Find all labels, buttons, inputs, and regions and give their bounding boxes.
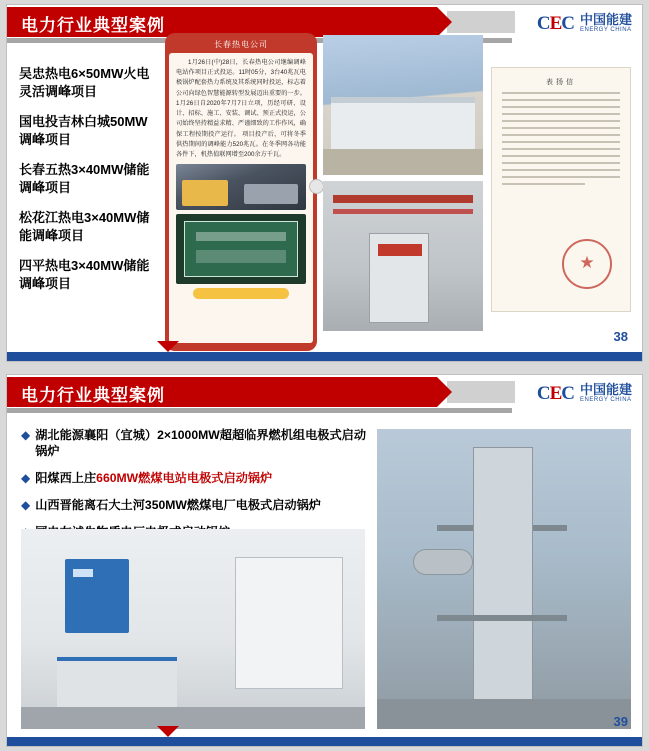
logo-letter-c2: C <box>561 382 574 404</box>
photo-commendation-letter <box>491 67 631 312</box>
letter-line <box>502 148 620 150</box>
list-item <box>21 427 373 460</box>
logo-wordmark <box>580 383 632 403</box>
bullet-text: 山西晋能离石大土河350MW燃煤电厂电极式启动锅炉 <box>35 497 321 512</box>
letter-line <box>502 162 620 164</box>
logo-letter-e: E <box>549 12 562 34</box>
photo-boiler-tower <box>377 429 631 729</box>
logo-mark-icon <box>537 384 574 403</box>
letter-line <box>502 113 620 115</box>
blue-equipment-cabinet <box>65 559 129 633</box>
boiler-tower <box>473 447 533 711</box>
logo-chinese-name: 中国能建 <box>579 12 632 28</box>
newspaper-article-text: 1月26日(中)28日，长春热电公司继编调峰电站作项目正式投运。11时05分，3台40兆瓦电极锅炉配套热力系统及其系统同时投运，标志着公司向绿色智慧能源转型发展迈出重要的一步。 1月26日自2020年7月7日立项，历经可研、设计、招标、施工、安装、调试、预正式投运，公司始终坚持精益求精、严谨细致的工作作风，确保工程按期投产运行。 项目投产后，可将冬季供热期间的调峰能力520兆瓦。在冬季网各功能各件下，机热值联网增至200余方千瓦。 <box>176 59 306 159</box>
footer-blue-bar <box>7 737 642 746</box>
newspaper-masthead: 长春热电公司 <box>214 40 268 49</box>
bullet-text-highlight: 660MW燃煤电站电极式启动锅炉 <box>96 470 273 485</box>
ground <box>377 699 631 729</box>
bullet-text <box>35 470 272 486</box>
letter-line <box>502 176 620 178</box>
bullet-text: 湖北能源襄阳（宜城）2×1000MW超超临界燃机组电极式启动锅炉 <box>35 428 367 459</box>
control-screen <box>184 221 298 277</box>
logo-mark-icon <box>537 14 574 33</box>
slide-38 <box>6 4 643 362</box>
diamond-bullet-icon: ◆ <box>21 497 31 512</box>
letter-line <box>502 155 620 157</box>
page-number: 38 <box>613 329 628 344</box>
newspaper-footer-bar <box>193 288 289 299</box>
letter-line <box>502 141 620 143</box>
logo-english-name: ENERGY CHINA <box>579 396 632 403</box>
project-list <box>19 65 159 305</box>
footer-blue-bar <box>7 352 642 361</box>
newspaper-clipping <box>165 33 317 351</box>
footer-red-triangle <box>157 726 179 737</box>
letter-line <box>502 106 620 108</box>
diamond-bullet-icon: ◆ <box>21 470 31 485</box>
clipping-badge-icon <box>309 179 324 194</box>
header-gray-line <box>7 408 512 413</box>
page-title: 电力行业典型案例 <box>21 386 165 405</box>
photo-plant-exterior <box>323 35 483 175</box>
footer-red-triangle <box>157 341 179 352</box>
logo-chinese-name: 中国能建 <box>579 382 632 398</box>
logo-letter-e: E <box>549 382 562 404</box>
floor <box>21 707 365 729</box>
logo-letter-c2: C <box>561 12 574 34</box>
diamond-bullet-icon: ◆ <box>21 428 31 442</box>
newspaper-body <box>169 53 313 343</box>
newspaper-photo-control-panel <box>176 214 306 284</box>
brand-logo <box>537 9 632 37</box>
red-seal-icon <box>562 239 612 289</box>
logo-letter-c1: C <box>536 12 550 34</box>
plant-building <box>331 97 475 149</box>
duct-pipe <box>413 549 473 575</box>
slide-39 <box>6 374 643 747</box>
letter-line <box>502 99 620 101</box>
header-gray-block <box>447 381 515 403</box>
page-number: 39 <box>613 714 628 729</box>
list-item: 长春五热3×40MW储能调峰项目 <box>19 162 150 195</box>
list-item: 吴忠热电6×50MW火电灵活调峰项目 <box>19 66 150 99</box>
list-item: 国电投吉林白城50MW调峰项目 <box>19 114 148 147</box>
logo-letter-c1: C <box>536 382 550 404</box>
red-pipe-secondary <box>333 209 473 214</box>
list-item: 松花江热电3×40MW储能调峰项目 <box>19 210 150 243</box>
list-item <box>21 497 373 514</box>
white-tank <box>235 557 343 689</box>
slide-header <box>7 375 642 413</box>
letter-line <box>502 120 620 122</box>
letter-title: 表扬信 <box>546 78 576 86</box>
letter-line <box>502 169 620 171</box>
brand-logo <box>537 379 632 407</box>
page-title: 电力行业典型案例 <box>21 16 165 35</box>
photo-interior-equipment <box>323 181 483 331</box>
letter-line <box>502 127 620 129</box>
red-pipe <box>333 195 473 203</box>
letter-line <box>502 183 585 185</box>
pump-skid <box>57 657 177 713</box>
letter-line <box>502 134 620 136</box>
platform-lower <box>437 615 567 621</box>
bullet-text-plain: 阳煤西上庄 <box>35 470 97 485</box>
equipment-cabinet <box>369 233 429 323</box>
newspaper-photo-equipment <box>176 164 306 210</box>
photo-pump-room <box>21 529 365 729</box>
logo-english-name: ENERGY CHINA <box>579 26 632 33</box>
plant-ground <box>323 149 483 175</box>
list-item <box>21 470 373 487</box>
list-item: 四平热电3×40MW储能调峰项目 <box>19 258 150 291</box>
logo-wordmark <box>580 13 632 33</box>
letter-line <box>502 92 620 94</box>
header-gray-block <box>447 11 515 33</box>
